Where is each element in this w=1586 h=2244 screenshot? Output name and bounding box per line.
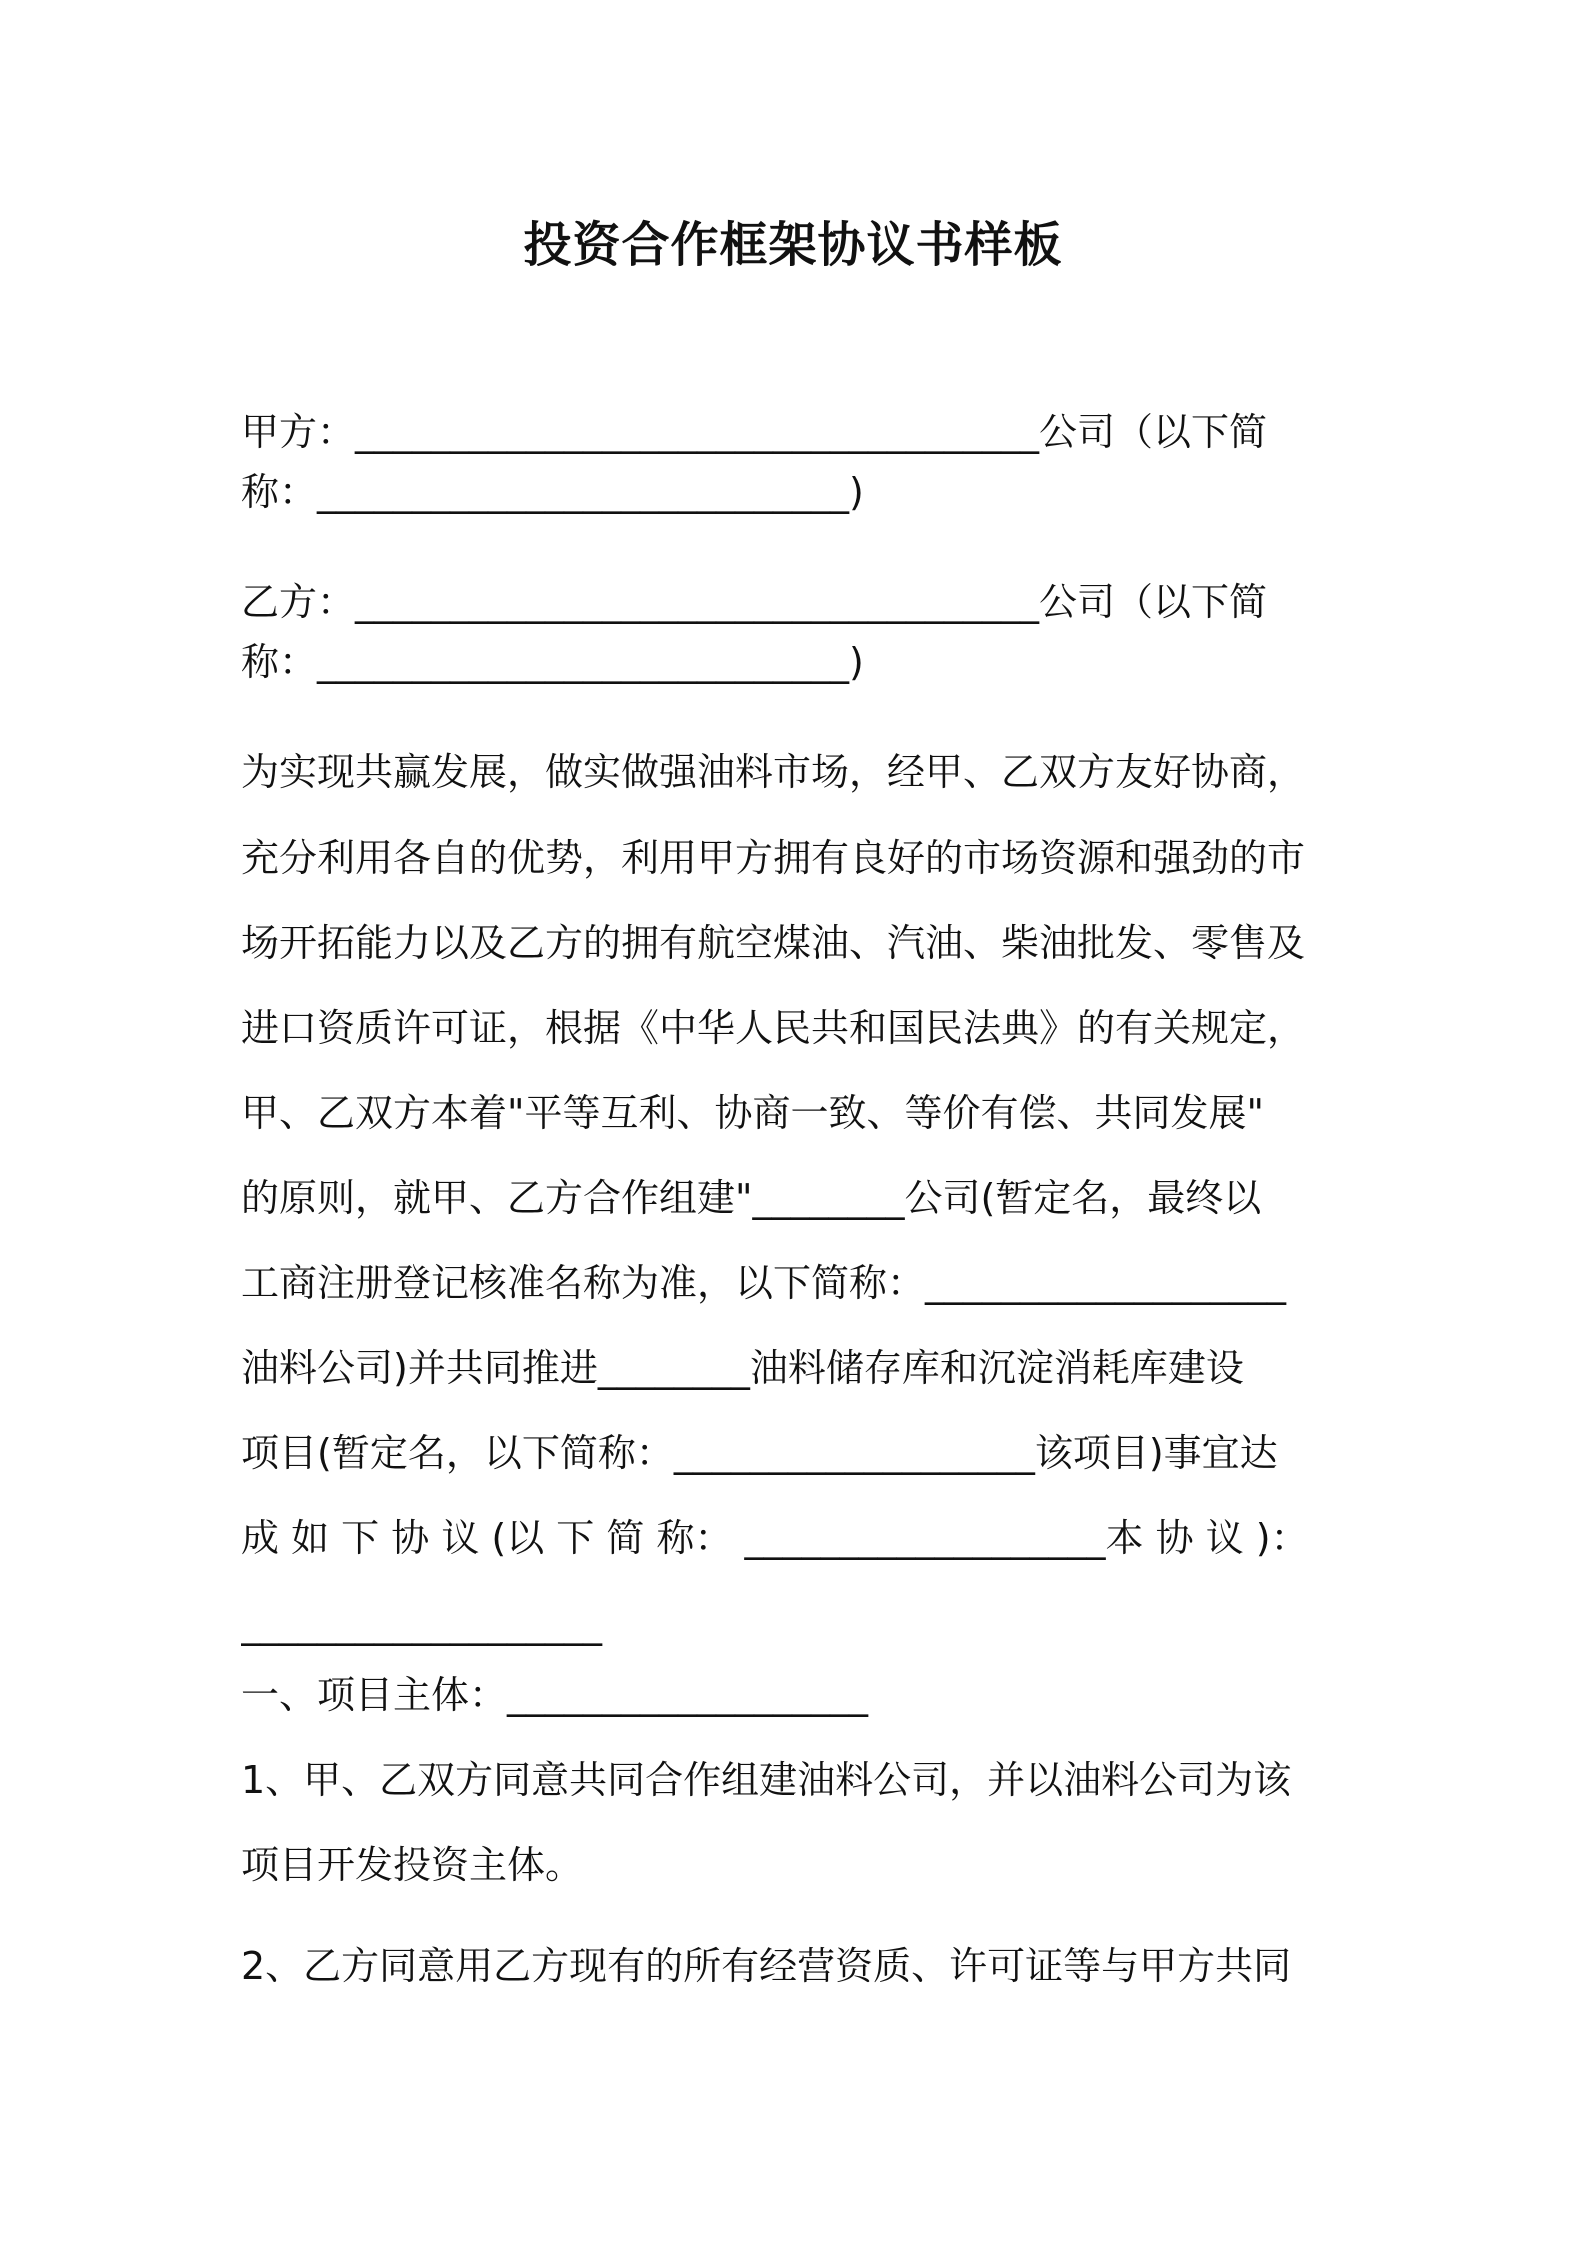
preamble-line: 项目(暂定名，以下简称：___________________该项目)事宜达 bbox=[241, 1431, 1278, 1475]
preamble-line: 工商注册登记核准名称为准，以下简称：___________________ bbox=[241, 1261, 1287, 1305]
document-title: 投资合作框架协议书样板 bbox=[523, 217, 1063, 273]
clause-line: 项目开发投资主体。 bbox=[241, 1843, 584, 1887]
preamble-line: 进口资质许可证，根据《中华人民共和国民法典》的有关规定， bbox=[241, 1006, 1306, 1050]
clause-line: 1、甲、乙双方同意共同合作组建油料公司，并以油料公司为该 bbox=[241, 1758, 1292, 1802]
preamble-line: 甲、乙双方本着"平等互利、协商一致、等价有偿、共同发展" bbox=[241, 1091, 1264, 1135]
party-b-line: 乙方：____________________________________公司（以下简 bbox=[241, 580, 1268, 624]
preamble-line: 为实现共赢发展，做实做强油料市场，经甲、乙双方友好协商， bbox=[241, 750, 1306, 794]
preamble-blank-line: ___________________ bbox=[241, 1602, 602, 1646]
clause-line: 2、乙方同意用乙方现有的所有经营资质、许可证等与甲方共同 bbox=[241, 1944, 1292, 1988]
preamble-line: 充分利用各自的优势，利用甲方拥有良好的市场资源和强劲的市 bbox=[241, 836, 1306, 880]
preamble-line: 的原则，就甲、乙方合作组建"________公司(暂定名，最终以 bbox=[241, 1176, 1262, 1220]
preamble-line: 油料公司)并共同推进________油料储存库和沉淀消耗库建设 bbox=[241, 1346, 1244, 1390]
preamble-line: 场开拓能力以及乙方的拥有航空煤油、汽油、柴油批发、零售及 bbox=[241, 921, 1306, 965]
party-a-line: 甲方：____________________________________公司（以下简 bbox=[241, 410, 1268, 454]
preamble-line: 成 如 下 协 议 (以 下 简 称： ___________________本 协 议 )： bbox=[241, 1516, 1309, 1560]
party-b-abbrev-line: 称：____________________________) bbox=[241, 640, 864, 684]
party-a-abbrev-line: 称：____________________________) bbox=[241, 470, 864, 514]
section-heading: 一、项目主体：___________________ bbox=[241, 1673, 869, 1717]
